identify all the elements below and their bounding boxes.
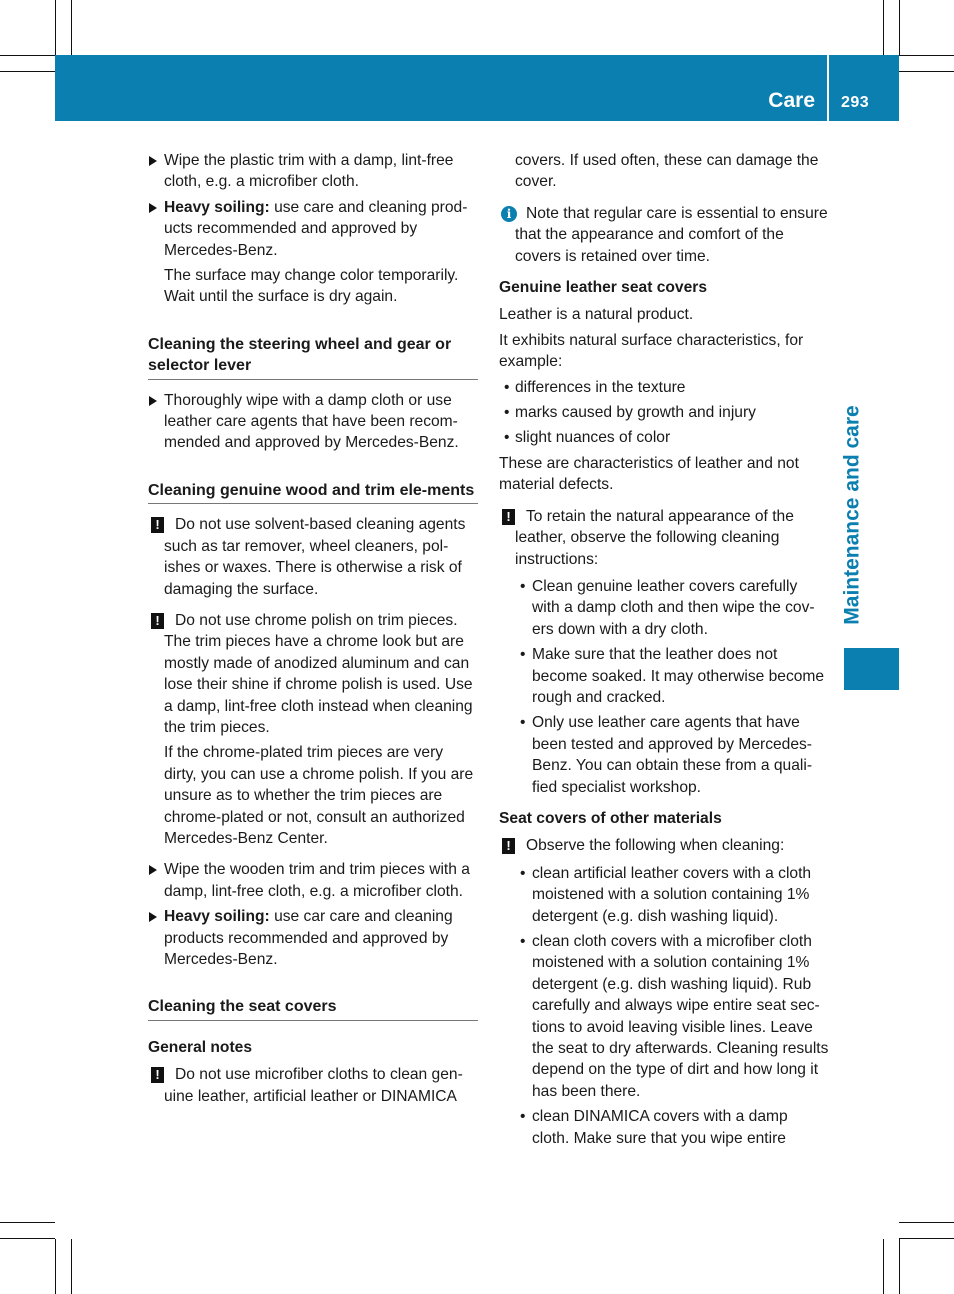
warning-note — [148, 1064, 478, 1107]
info-note — [499, 203, 829, 267]
crop-mark — [899, 1222, 954, 1223]
left-column — [148, 150, 478, 1117]
warning-icon: ! — [502, 838, 515, 854]
warning-text: Do not use solvent-based cleaning agents such as tar remover, wheel cleaners, pol-ishes or waxes. There is otherwise a risk of damaging the surface. — [164, 516, 466, 598]
right-column — [499, 150, 829, 1153]
instruction-step: Wipe the plastic trim with a damp, lint-free cloth, e.g. a microfiber cloth. — [148, 150, 478, 193]
side-tab-marker — [844, 648, 899, 690]
section-heading: Cleaning genuine wood and trim ele-ments — [148, 480, 478, 504]
list-item: • slight nuances of color — [499, 427, 829, 448]
warning-note — [499, 506, 829, 570]
list-item: • clean cloth covers with a microfiber cloth moistened with a solution containing 1% detergent (e.g. dish washing liquid). Rub carefully and always wipe entire seat sec-tions to avoid leaving visible lines. Leave the seat to dry afterwards. Cleaning results depend on the type of dirt and how long it has been there. — [499, 931, 829, 1102]
warning-icon: ! — [151, 613, 164, 629]
warning-note — [148, 610, 478, 738]
instruction-step — [148, 906, 478, 970]
crop-mark — [0, 1238, 55, 1239]
step-text: use car care and cleaning products recommended and approved by Mercedes-Benz. — [164, 908, 453, 968]
crop-mark — [55, 0, 56, 55]
instruction-step — [148, 197, 478, 261]
subheading: Seat covers of other materials — [499, 809, 722, 827]
warning-continuation: covers. If used often, these can damage the cover. — [515, 152, 819, 191]
crop-mark — [71, 0, 72, 55]
step-text: use care and cleaning prod-ucts recommended and approved by Mercedes-Benz. — [164, 198, 468, 259]
header-divider — [827, 55, 829, 121]
list-item: • differences in the texture — [499, 377, 829, 398]
crop-mark — [0, 1222, 55, 1223]
subheading: Genuine leather seat covers — [499, 279, 708, 297]
side-tab — [838, 390, 868, 640]
section-heading: Cleaning the seat covers — [148, 996, 478, 1020]
warning-text: Do not use microfiber cloths to clean gen-uine leather, artificial leather or DINAMICA — [164, 1066, 463, 1105]
bold-label: Heavy soiling: — [164, 198, 270, 216]
crop-mark — [899, 55, 954, 56]
crop-mark — [899, 1238, 954, 1239]
list-item: • marks caused by growth and injury — [499, 402, 829, 423]
section-title: Care — [768, 89, 815, 112]
list-item: • Only use leather care agents that have been tested and approved by Mercedes-Benz. You can obtain these from a quali-fied specialist workshop. — [499, 712, 829, 798]
crop-mark — [0, 55, 55, 56]
crop-mark — [899, 1239, 900, 1294]
warning-icon: ! — [151, 1067, 164, 1083]
list-item: • clean artificial leather covers with a cloth moistened with a solution containing 1% detergent (e.g. dish washing liquid). — [499, 863, 829, 927]
crop-mark — [71, 1239, 72, 1294]
crop-mark — [899, 0, 900, 55]
crop-mark — [55, 1239, 56, 1294]
instruction-step: Wipe the wooden trim and trim pieces with a damp, lint-free cloth, e.g. a microfiber cloth. — [148, 859, 478, 902]
warning-icon: ! — [151, 517, 164, 533]
warning-icon: ! — [502, 509, 515, 525]
warning-note — [499, 835, 829, 856]
info-icon: i — [501, 206, 517, 222]
paragraph: These are characteristics of leather and not material defects. — [499, 454, 799, 494]
crop-mark — [883, 0, 884, 55]
warning-text: Observe the following when cleaning: — [526, 837, 785, 855]
crop-mark — [883, 1239, 884, 1294]
list-item: • clean DINAMICA covers with a damp cloth. Make sure that you wipe entire — [499, 1106, 829, 1149]
side-tab-label: Maintenance and care — [841, 405, 865, 625]
info-text: Note that regular care is essential to ensure that the appearance and comfort of the covers is retained over time. — [515, 204, 828, 265]
step-continuation: The surface may change color temporarily. Wait until the surface is dry again. — [164, 267, 459, 306]
paragraph: Leather is a natural product. — [499, 306, 694, 324]
warning-text: To retain the natural appearance of the leather, observe the following cleaning instructions: — [515, 507, 794, 568]
crop-mark — [899, 71, 954, 72]
paragraph: It exhibits natural surface characteristics, for example: — [499, 331, 804, 371]
section-heading: Cleaning the steering wheel and gear or selector lever — [148, 334, 478, 380]
instruction-step: Thoroughly wipe with a damp cloth or use leather care agents that have been recom-mended and approved by Mercedes-Benz. — [148, 390, 478, 454]
bold-label: Heavy soiling: — [164, 908, 270, 926]
warning-text: Do not use chrome polish on trim pieces. The trim pieces have a chrome look but are mostly made of anodized aluminum and can lose their shine if chrome polish is used. Use a damp, lint-free cloth instead when cleaning the trim pieces. — [164, 611, 473, 736]
subheading: General notes — [148, 1038, 252, 1056]
page-number: 293 — [841, 94, 870, 111]
list-item: • Clean genuine leather covers carefully with a damp cloth and then wipe the cov-ers down with a dry cloth. — [499, 576, 829, 640]
warning-note — [148, 514, 478, 600]
header-bar — [55, 55, 899, 121]
crop-mark — [0, 71, 55, 72]
warning-continuation: If the chrome-plated trim pieces are very dirty, you can use a chrome polish. If you are unsure as to whether the trim pieces are chrome-plated or not, consult an authorized Mercedes-Benz Center. — [164, 744, 474, 847]
list-item: • Make sure that the leather does not become soaked. It may otherwise become rough and cracked. — [499, 644, 829, 708]
